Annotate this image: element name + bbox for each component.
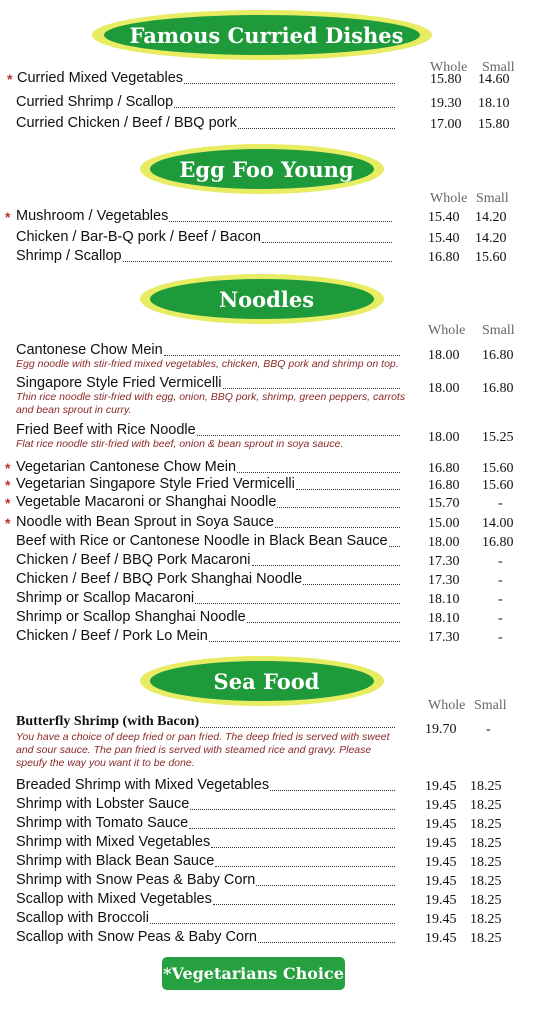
price-whole: 19.45 bbox=[425, 874, 457, 889]
menu-item bbox=[0, 248, 533, 268]
menu-item bbox=[0, 94, 533, 114]
section-banner-egg-foo-young bbox=[0, 144, 533, 196]
section-title: Noodles bbox=[218, 287, 315, 312]
price-small: 15.80 bbox=[478, 117, 510, 132]
price-whole: 17.30 bbox=[428, 573, 460, 588]
leader-dots bbox=[389, 533, 400, 547]
price-whole: 19.45 bbox=[425, 836, 457, 851]
price-whole: 16.80 bbox=[428, 478, 460, 493]
menu-item bbox=[0, 514, 533, 534]
vegetarian-star-icon: * bbox=[5, 495, 11, 511]
menu-item-name: Curried Mixed Vegetables bbox=[17, 70, 184, 86]
leader-dots bbox=[213, 891, 395, 905]
menu-item-name: Scallop with Mixed Vegetables bbox=[16, 891, 212, 907]
menu-item bbox=[0, 208, 533, 228]
leader-dots bbox=[211, 834, 395, 848]
menu-item-description: Egg noodle with stir-fried mixed vegetables, chicken, BBQ pork and shrimp on top. bbox=[16, 358, 399, 370]
price-whole: 19.45 bbox=[425, 893, 457, 908]
price-small: 15.60 bbox=[482, 461, 514, 476]
vegetarian-star-icon: * bbox=[7, 71, 13, 87]
vegetarian-star-icon: * bbox=[5, 460, 11, 476]
price-whole: 18.00 bbox=[428, 381, 460, 396]
menu-item bbox=[0, 609, 533, 629]
price-small: 16.80 bbox=[482, 535, 514, 550]
menu-item-description: Thin rice noodle stir-fried with egg, onion, BBQ pork, shrimp, green peppers, carrots and bean sprout in curry. bbox=[16, 391, 406, 416]
col-header-whole: Whole bbox=[430, 191, 468, 206]
section-title: Famous Curried Dishes bbox=[129, 23, 404, 48]
price-small: 16.80 bbox=[482, 381, 514, 396]
menu-item bbox=[0, 777, 533, 797]
price-small: - bbox=[498, 573, 503, 588]
leader-dots bbox=[209, 628, 400, 642]
menu-item-description: Flat rice noodle stir-fried with beef, onion & bean sprout in soya sauce. bbox=[16, 438, 344, 450]
menu-item-name: Fried Beef with Rice Noodle bbox=[16, 422, 196, 438]
price-whole: 15.40 bbox=[428, 210, 460, 225]
menu-item-name: Vegetable Macaroni or Shanghai Noodle bbox=[16, 494, 277, 510]
price-whole: 19.45 bbox=[425, 817, 457, 832]
price-small: - bbox=[486, 722, 491, 737]
leader-dots bbox=[174, 94, 395, 108]
menu-item bbox=[0, 552, 533, 572]
leader-dots bbox=[123, 248, 392, 262]
price-small: 18.25 bbox=[470, 798, 502, 813]
menu-item-description: You have a choice of deep fried or pan fried. The deep fried is served with sweet and sour sauce. The pan fried is served with steamed rice and gravy. Please speufy the way you want it to be done. bbox=[16, 731, 390, 769]
vegetarian-choice-badge: *Vegetarians Choice bbox=[162, 957, 345, 990]
price-whole: 16.80 bbox=[428, 461, 460, 476]
price-whole: 17.30 bbox=[428, 554, 460, 569]
vegetarian-star-icon: * bbox=[5, 515, 11, 531]
price-whole: 18.10 bbox=[428, 611, 460, 626]
leader-dots bbox=[238, 115, 395, 129]
menu-item-name: Butterfly Shrimp (with Bacon) bbox=[16, 714, 200, 729]
leader-dots bbox=[190, 796, 395, 810]
leader-dots bbox=[237, 459, 400, 473]
price-whole: 17.30 bbox=[428, 630, 460, 645]
vegetarian-star-icon: * bbox=[5, 477, 11, 493]
menu-item-name: Chicken / Beef / Pork Lo Mein bbox=[16, 628, 208, 644]
col-header-whole: Whole bbox=[428, 698, 466, 713]
price-small: - bbox=[498, 630, 503, 645]
price-whole: 19.45 bbox=[425, 931, 457, 946]
price-whole: 18.00 bbox=[428, 430, 460, 445]
menu-item-name: Shrimp / Scallop bbox=[16, 248, 122, 264]
col-header-small: Small bbox=[476, 191, 509, 206]
menu-item-name: Mushroom / Vegetables bbox=[16, 208, 169, 224]
price-small: 16.80 bbox=[482, 348, 514, 363]
section-title: Egg Foo Young bbox=[179, 157, 354, 182]
menu-item bbox=[0, 796, 533, 816]
menu-item bbox=[0, 533, 533, 553]
col-header-small: Small bbox=[482, 60, 515, 75]
price-whole: 19.45 bbox=[425, 912, 457, 927]
menu-item bbox=[0, 590, 533, 610]
menu-item bbox=[0, 571, 533, 591]
menu-item-name: Shrimp with Lobster Sauce bbox=[16, 796, 190, 812]
menu-item-name: Shrimp with Tomato Sauce bbox=[16, 815, 189, 831]
menu-item bbox=[0, 476, 533, 496]
price-whole: 18.00 bbox=[428, 535, 460, 550]
price-whole: 15.00 bbox=[428, 516, 460, 531]
menu-item-name: Chicken / Beef / BBQ Pork Shanghai Noodle bbox=[16, 571, 303, 587]
price-whole: 19.45 bbox=[425, 855, 457, 870]
price-whole: 19.45 bbox=[425, 779, 457, 794]
price-whole: 18.00 bbox=[428, 348, 460, 363]
menu-item-name: Beef with Rice or Cantonese Noodle in Black Bean Sauce bbox=[16, 533, 388, 549]
menu-item-name: Shrimp with Black Bean Sauce bbox=[16, 853, 215, 869]
price-small: - bbox=[498, 496, 503, 511]
price-small: - bbox=[498, 611, 503, 626]
leader-dots bbox=[270, 777, 395, 791]
menu-item bbox=[0, 872, 533, 892]
leader-dots bbox=[303, 571, 400, 585]
price-whole: 19.45 bbox=[425, 798, 457, 813]
price-small: 15.25 bbox=[482, 430, 514, 445]
section-banner-noodles bbox=[0, 274, 533, 326]
leader-dots bbox=[215, 853, 395, 867]
price-small: - bbox=[498, 554, 503, 569]
menu-item-name: Chicken / Bar-B-Q pork / Beef / Bacon bbox=[16, 229, 261, 245]
menu-item bbox=[0, 494, 533, 514]
col-header-small: Small bbox=[482, 323, 515, 338]
menu-item bbox=[0, 834, 533, 854]
menu-item bbox=[0, 815, 533, 835]
menu-item-name: Cantonese Chow Mein bbox=[16, 342, 163, 358]
price-small: 18.10 bbox=[478, 96, 510, 111]
price-small: 18.25 bbox=[470, 931, 502, 946]
leader-dots bbox=[256, 872, 395, 886]
menu-item-name: Shrimp or Scallop Macaroni bbox=[16, 590, 195, 606]
price-small: 18.25 bbox=[470, 855, 502, 870]
menu-item-name: Breaded Shrimp with Mixed Vegetables bbox=[16, 777, 270, 793]
leader-dots bbox=[252, 552, 400, 566]
price-small: 15.60 bbox=[482, 478, 514, 493]
price-small: - bbox=[498, 592, 503, 607]
price-small: 18.25 bbox=[470, 817, 502, 832]
menu-item-name: Shrimp or Scallop Shanghai Noodle bbox=[16, 609, 246, 625]
menu-item-name: Curried Chicken / Beef / BBQ pork bbox=[16, 115, 237, 131]
col-header-whole: Whole bbox=[430, 60, 468, 75]
price-small: 14.20 bbox=[475, 231, 507, 246]
menu-item-name: Noodle with Bean Sprout in Soya Sauce bbox=[16, 514, 274, 530]
leader-dots bbox=[223, 375, 400, 389]
menu-item-name: Vegetarian Singapore Style Fried Vermicelli bbox=[16, 476, 295, 492]
col-header-small: Small bbox=[474, 698, 507, 713]
leader-dots bbox=[197, 422, 400, 436]
menu-item bbox=[0, 910, 533, 930]
price-small: 18.25 bbox=[470, 836, 502, 851]
price-whole: 15.70 bbox=[428, 496, 460, 511]
price-small: 18.25 bbox=[470, 912, 502, 927]
section-banner-curried bbox=[0, 10, 533, 62]
leader-dots bbox=[247, 609, 400, 623]
menu-item bbox=[0, 891, 533, 911]
price-small: 14.60 bbox=[478, 72, 510, 87]
leader-dots bbox=[275, 514, 400, 528]
section-title: Sea Food bbox=[213, 669, 320, 694]
menu-item-name: Shrimp with Mixed Vegetables bbox=[16, 834, 211, 850]
price-whole: 19.30 bbox=[430, 96, 462, 111]
price-whole: 16.80 bbox=[428, 250, 460, 265]
leader-dots bbox=[150, 910, 395, 924]
price-small: 15.60 bbox=[475, 250, 507, 265]
price-small: 18.25 bbox=[470, 874, 502, 889]
leader-dots bbox=[200, 714, 395, 728]
price-small: 14.20 bbox=[475, 210, 507, 225]
leader-dots bbox=[277, 494, 400, 508]
price-small: 14.00 bbox=[482, 516, 514, 531]
price-whole: 19.70 bbox=[425, 722, 457, 737]
leader-dots bbox=[184, 70, 395, 84]
menu-item bbox=[0, 853, 533, 873]
menu-item bbox=[0, 115, 533, 135]
menu-item-name: Shrimp with Snow Peas & Baby Corn bbox=[16, 872, 256, 888]
price-whole: 17.00 bbox=[430, 117, 462, 132]
menu-item-name: Vegetarian Cantonese Chow Mein bbox=[16, 459, 237, 475]
menu-item bbox=[0, 70, 533, 90]
price-small: 18.25 bbox=[470, 779, 502, 794]
leader-dots bbox=[258, 929, 395, 943]
menu-item-name: Curried Shrimp / Scallop bbox=[16, 94, 174, 110]
menu-item bbox=[0, 929, 533, 949]
vegetarian-star-icon: * bbox=[5, 209, 11, 225]
price-whole: 15.80 bbox=[430, 72, 462, 87]
leader-dots bbox=[195, 590, 400, 604]
leader-dots bbox=[296, 476, 400, 490]
col-header-whole: Whole bbox=[428, 323, 466, 338]
leader-dots bbox=[169, 208, 392, 222]
price-whole: 15.40 bbox=[428, 231, 460, 246]
leader-dots bbox=[262, 229, 392, 243]
menu-item-name: Scallop with Snow Peas & Baby Corn bbox=[16, 929, 257, 945]
leader-dots bbox=[189, 815, 395, 829]
price-whole: 18.10 bbox=[428, 592, 460, 607]
menu-item bbox=[0, 628, 533, 648]
menu-item-name: Singapore Style Fried Vermicelli bbox=[16, 375, 222, 391]
menu-item bbox=[0, 229, 533, 249]
menu-item-name: Scallop with Broccoli bbox=[16, 910, 149, 926]
price-small: 18.25 bbox=[470, 893, 502, 908]
menu-item-name: Chicken / Beef / BBQ Pork Macaroni bbox=[16, 552, 251, 568]
leader-dots bbox=[164, 342, 400, 356]
